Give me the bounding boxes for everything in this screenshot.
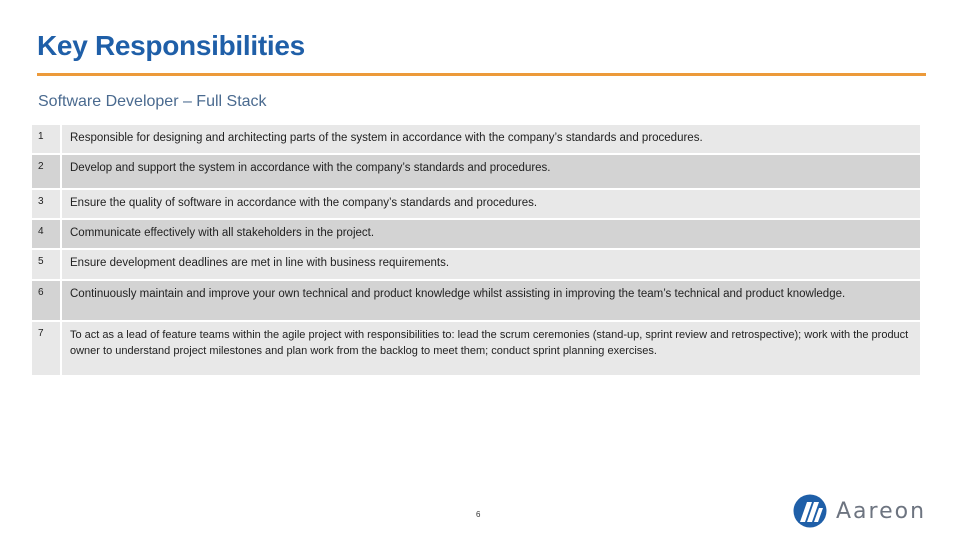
- table-row: [32, 220, 920, 250]
- table-row: [32, 281, 920, 322]
- row-text: To act as a lead of feature teams within the agile project with responsibilities to: lead the scrum ceremonies (stand-up, sprint review and retrospective); work with the product owner to understand project milestones and plan work from the backlog to meet them; conduct sprint planning exercises.: [70, 329, 909, 357]
- table-row: [32, 322, 920, 377]
- row-text: Continuously maintain and improve your own technical and product knowledge whilst assisting in improving the team’s technical and product knowledge.: [70, 288, 846, 300]
- page-subtitle: Software Developer – Full Stack: [38, 93, 267, 110]
- responsibilities-table: [32, 125, 920, 377]
- row-number: 4: [32, 220, 62, 248]
- title-divider: [37, 73, 926, 76]
- page-title: Key Responsibilities: [37, 30, 305, 61]
- aareon-logo-icon: [792, 493, 828, 529]
- logo-text: Aareon: [836, 498, 927, 524]
- row-text: Responsible for designing and architecting parts of the system in accordance with the company’s standards and procedures.: [70, 132, 703, 144]
- row-number: 6: [32, 281, 62, 320]
- row-number: 5: [32, 250, 62, 279]
- row-text: Develop and support the system in accordance with the company’s standards and procedures.: [70, 162, 551, 174]
- row-number: 3: [32, 190, 62, 218]
- row-number: 7: [32, 322, 62, 375]
- row-text: Communicate effectively with all stakeholders in the project.: [70, 227, 375, 239]
- table-row: [32, 155, 920, 190]
- row-text: Ensure development deadlines are met in line with business requirements.: [70, 257, 450, 269]
- table-row: [32, 250, 920, 281]
- company-logo: [792, 493, 937, 529]
- table-row: [32, 125, 920, 155]
- page-number: 6: [476, 510, 481, 519]
- row-number: 1: [32, 125, 62, 153]
- row-text: Ensure the quality of software in accordance with the company’s standards and procedures.: [70, 197, 538, 209]
- table-row: [32, 190, 920, 220]
- row-number: 2: [32, 155, 62, 188]
